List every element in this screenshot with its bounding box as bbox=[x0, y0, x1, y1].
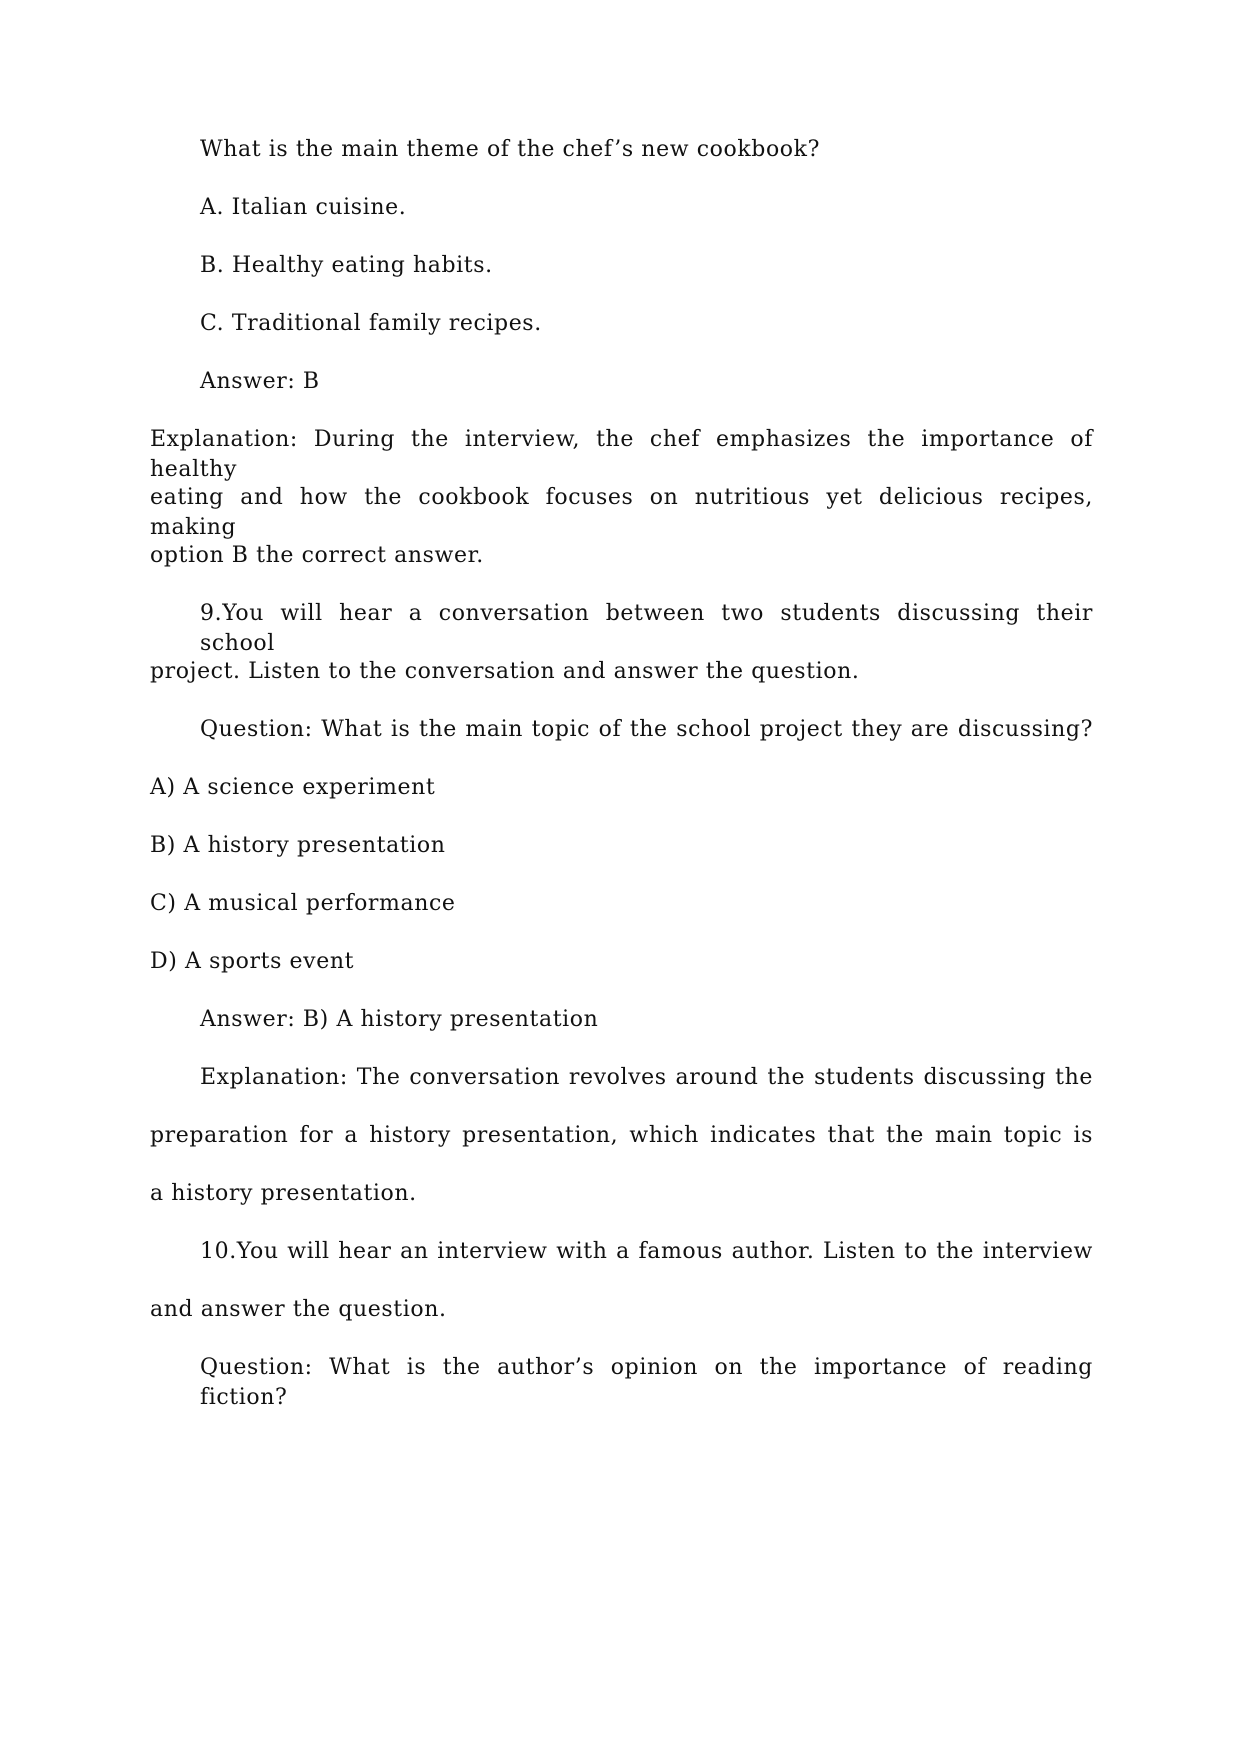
q8-option-a: A. Italian cuisine. bbox=[200, 195, 407, 220]
q8-option-c: C. Traditional family recipes. bbox=[200, 311, 542, 336]
q9-explanation-line-1: Explanation: The conversation revolves around the students discussing the bbox=[200, 1065, 1093, 1090]
q9-prompt-line-1: 9.You will hear a conversation between two students discussing their school bbox=[200, 601, 1093, 656]
q8-explanation-line-3: option B the correct answer. bbox=[150, 543, 484, 568]
q10-prompt-line-1: 10.You will hear an interview with a famous author. Listen to the interview bbox=[200, 1239, 1093, 1264]
q8-explanation-line-2: eating and how the cookbook focuses on nutritious yet delicious recipes, making bbox=[150, 485, 1093, 540]
q8-question: What is the main theme of the chef’s new cookbook? bbox=[200, 137, 820, 162]
q9-question: Question: What is the main topic of the school project they are discussing? bbox=[200, 717, 1093, 742]
q9-option-d: D) A sports event bbox=[150, 949, 355, 974]
q9-explanation-line-3: a history presentation. bbox=[150, 1181, 417, 1206]
q10-question: Question: What is the author’s opinion on the importance of reading fiction? bbox=[200, 1355, 1093, 1410]
q9-option-c: C) A musical performance bbox=[150, 891, 456, 916]
q8-explanation-line-1: Explanation: During the interview, the chef emphasizes the importance of healthy bbox=[150, 427, 1093, 482]
q8-answer: Answer: B bbox=[200, 369, 320, 394]
q8-option-b: B. Healthy eating habits. bbox=[200, 253, 493, 278]
q10-prompt-line-2: and answer the question. bbox=[150, 1297, 447, 1322]
q9-answer: Answer: B) A history presentation bbox=[200, 1007, 599, 1032]
q9-prompt-line-2: project. Listen to the conversation and answer the question. bbox=[150, 659, 860, 684]
q9-option-b: B) A history presentation bbox=[150, 833, 446, 858]
q9-option-a: A) A science experiment bbox=[150, 775, 436, 800]
q9-explanation-line-2: preparation for a history presentation, which indicates that the main topic is bbox=[150, 1123, 1093, 1148]
